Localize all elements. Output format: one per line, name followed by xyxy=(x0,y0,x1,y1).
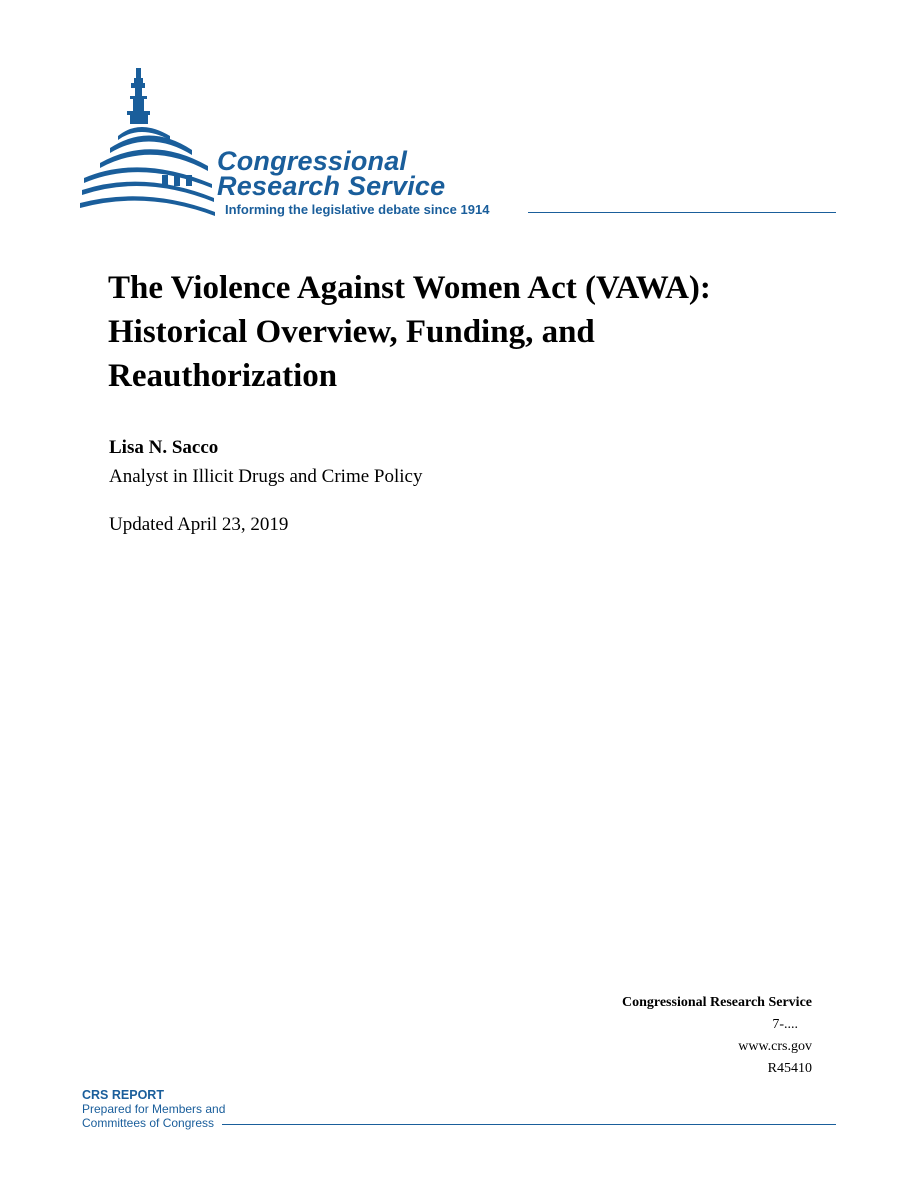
logo-tagline: Informing the legislative debate since 1914 xyxy=(225,202,490,217)
footer-line-2: Committees of Congress xyxy=(82,1116,215,1130)
capitol-dome-icon xyxy=(80,66,220,221)
crs-report-footer xyxy=(82,1088,225,1130)
report-id: R45410 xyxy=(767,1061,812,1076)
footer-divider xyxy=(222,1124,836,1125)
author-position: Analyst in Illicit Drugs and Crime Policy xyxy=(109,466,423,487)
crs-org-name: Congressional Research Service xyxy=(621,995,812,1010)
logo-divider xyxy=(528,212,836,213)
updated-date: Updated April 23, 2019 xyxy=(109,514,289,535)
crs-website-link[interactable]: www.crs.gov xyxy=(738,1039,812,1054)
crs-logo xyxy=(80,66,840,221)
crs-number: 7-.... xyxy=(772,1017,798,1032)
logo-line-2: Research Service xyxy=(217,171,446,201)
logo-line-1: Congressional xyxy=(217,146,408,176)
author-name: Lisa N. Sacco xyxy=(109,437,219,458)
footer-line-1: Prepared for Members and xyxy=(82,1102,226,1116)
crs-info-block xyxy=(622,992,812,1080)
report-title: The Violence Against Women Act (VAWA): Historical Overview, Funding, and Reauthorization xyxy=(108,270,711,394)
footer-label: CRS REPORT xyxy=(82,1088,164,1102)
